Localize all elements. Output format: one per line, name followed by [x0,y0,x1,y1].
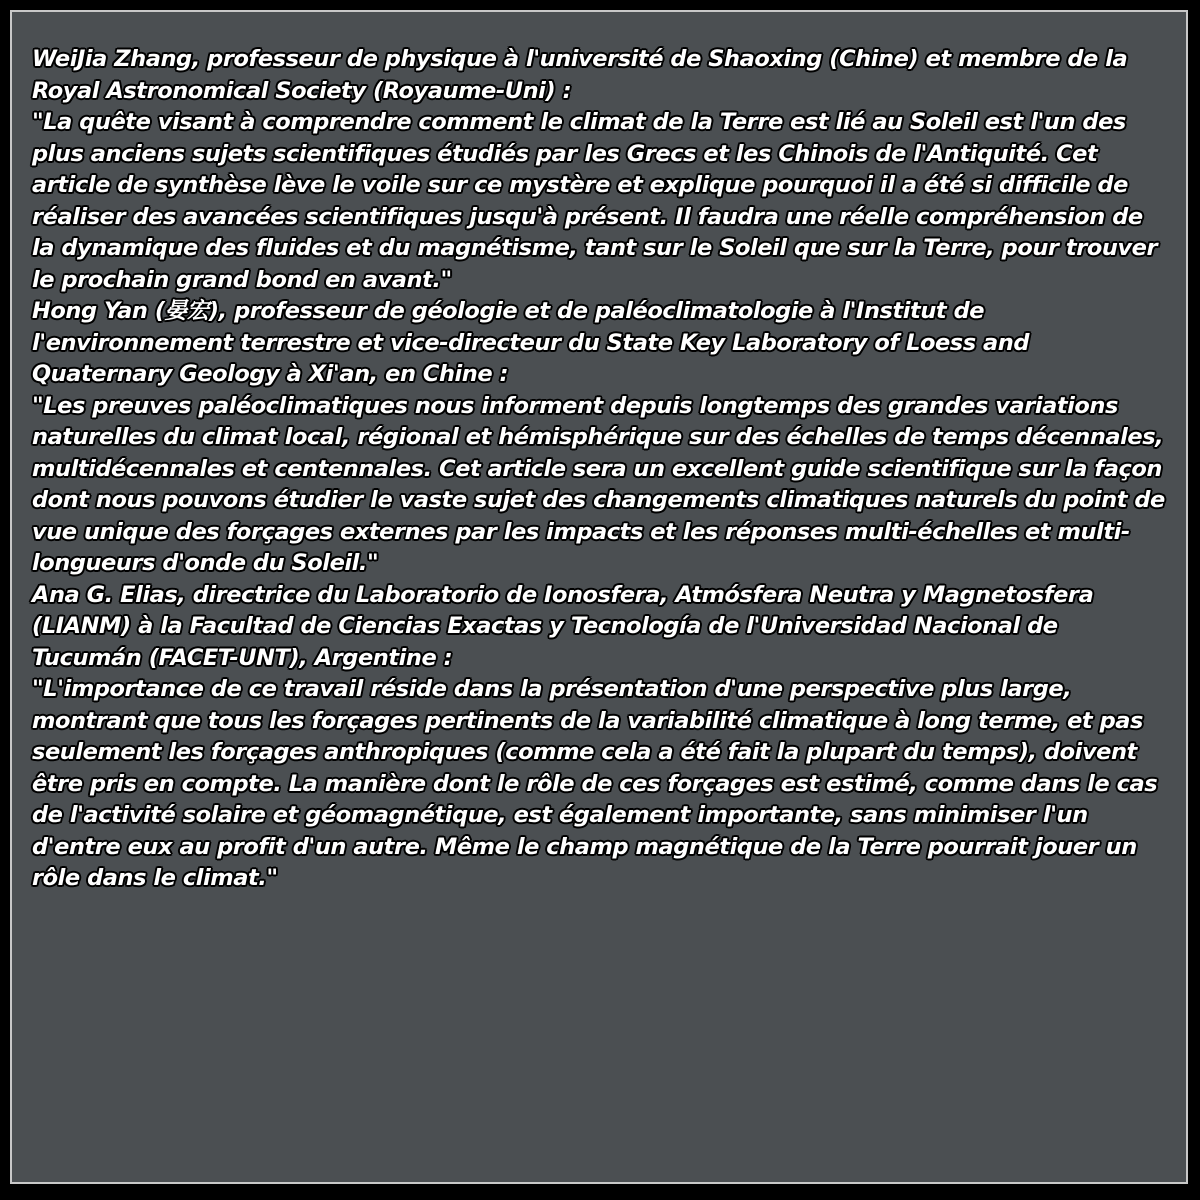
testimonial-3-quote: "L'importance de ce travail réside dans la présentation d'une perspective plus large, montrant que tous les forçages pertinents de la variabilité climatique à long terme, et pas seulement les forçages anthropiques (comme cela a été fait la plupart du temps), doivent être pris en compte. La manière dont le rôle de ces forçages est estimé, comme dans le cas de l'activité solaire et géomagnétique, est également importante, sans minimiser l'un d'entre eux au profit d'un autre. Même le champ magnétique de la Terre pourrait jouer un rôle dans le climat." [32,676,1158,891]
testimonial-1-author: WeiJia Zhang, professeur de physique à l'université de Shaoxing (Chine) et membre de la Royal Astronomical Society (Royaume-Uni) : [32,46,1128,104]
testimonial-2-author: Hong Yan (晏宏), professeur de géologie et de paléoclimatologie à l'Institut de l'environnement terrestre et vice-directeur du State Key Laboratory of Loess and Quaternary Geology à Xi'an, en Chine : [32,298,1030,387]
testimonials-content [32,44,1172,895]
testimonial-2-quote: "Les preuves paléoclimatiques nous informent depuis longtemps des grandes variations naturelles du climat local, régional et hémisphérique sur des échelles de temps décennales, multidécennales et centennales. Cet article sera un excellent guide scientifique sur la façon dont nous pouvons étudier le vaste sujet des changements climatiques naturels du point de vue unique des forçages externes par les impacts et les réponses multi-échelles et multi-longueurs d'onde du Soleil." [32,392,1165,576]
testimonial-1-quote: "La quête visant à comprendre comment le climat de la Terre est lié au Soleil est l'un des plus anciens sujets scientifiques étudiés par les Grecs et les Chinois de l'Antiquité. Cet article de synthèse lève le voile sur ce mystère et explique pourquoi il a été si difficile de réaliser des avancées scientifiques jusqu'à présent. Il faudra une réelle compréhension de la dynamique des fluides et du magnétisme, tant sur le Soleil que sur la Terre, pour trouver le prochain grand bond en avant." [32,109,1158,293]
testimonial-3-author: Ana G. Elias, directrice du Laboratorio de Ionosfera, Atmósfera Neutra y Magnetosfera (LIANM) à la Facultad de Ciencias Exactas y Tecnología de l'Universidad Nacional de Tucumán (FACET-UNT), Argentine : [32,581,1094,671]
testimonials-panel [10,10,1188,1184]
